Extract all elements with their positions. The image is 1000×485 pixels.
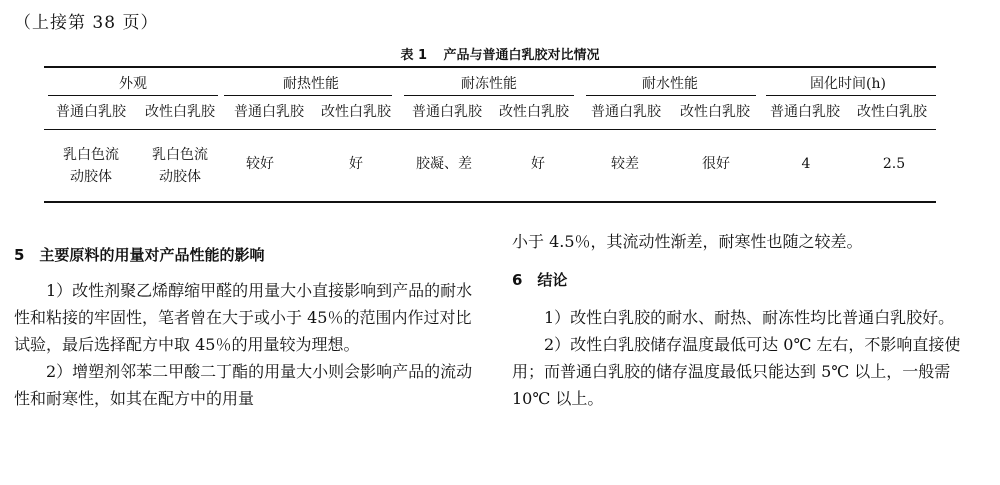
subheader-cell: 改性白乳胶 [499, 104, 569, 120]
table-top-rule [44, 66, 936, 68]
subheader-cell: 普通白乳胶 [412, 104, 482, 120]
group-underline [586, 95, 756, 96]
data-cell: 2.5 [882, 156, 906, 172]
paragraph: 2）增塑剂邻苯二甲酸二丁酯的用量大小则会影响产品的流动性和耐寒性，如其在配方中的用量 [14, 362, 473, 408]
subheader-cell: 普通白乳胶 [56, 104, 126, 120]
group-underline [224, 95, 392, 96]
group-underline [766, 95, 936, 96]
table-title: 产品与普通白乳胶对比情况 [443, 48, 600, 63]
data-cell: 很好 [702, 156, 730, 172]
data-cell: 乳白色流 动胶体 [63, 147, 119, 185]
paragraph-continued: 小于 4.5％，其流动性渐差，耐寒性也随之较差。 [512, 232, 863, 251]
paragraph: 1）改性剂聚乙烯醇缩甲醛的用量大小直接影响到产品的耐水性和粘接的牢固性，笔者曾在大于或小于 45％的范围内作过对比试验，最后选择配方中取 45％的用量较为理想。 [14, 281, 473, 354]
group-header: 耐热性能 [283, 76, 339, 92]
subheader-cell: 改性白乳胶 [680, 104, 750, 120]
data-cell: 好 [349, 156, 363, 172]
subheader-cell: 改性白乳胶 [321, 104, 391, 120]
subheader-cell: 改性白乳胶 [857, 104, 927, 120]
data-cell: 较差 [611, 156, 639, 172]
left-column [14, 238, 474, 412]
group-header: 耐水性能 [642, 76, 698, 92]
data-cell: 乳白色流 动胶体 [152, 147, 208, 185]
table-label: 表 1 [400, 48, 428, 63]
group-header: 耐冻性能 [461, 76, 517, 92]
paragraph: 1）改性白乳胶的耐水、耐热、耐冻性均比普通白乳胶好。 [544, 308, 955, 327]
subheader-cell: 普通白乳胶 [591, 104, 661, 120]
group-header: 外观 [119, 76, 147, 92]
section-heading: 6 结论 [512, 271, 568, 289]
data-cell: 胶凝、差 [416, 156, 472, 172]
group-underline [48, 95, 218, 96]
subheader-cell: 改性白乳胶 [145, 104, 215, 120]
continued-from-note: （上接第 38 页） [14, 13, 159, 33]
table-bottom-rule [44, 201, 936, 203]
group-underline [404, 95, 574, 96]
data-cell: 较好 [246, 156, 274, 172]
group-header: 固化时间(h) [810, 76, 886, 92]
right-column [512, 228, 962, 412]
paragraph: 2）改性白乳胶储存温度最低可达 0℃ 左右，不影响直接使用；而普通白乳胶的储存温度最低只能达到 5℃ 以上，一般需 10℃ 以上。 [512, 335, 961, 408]
section-heading: 5 主要原料的用量对产品性能的影响 [14, 246, 265, 264]
data-cell: 4 [801, 156, 811, 172]
subheader-cell: 普通白乳胶 [234, 104, 304, 120]
table-header-rule [44, 129, 936, 130]
data-cell: 好 [531, 156, 545, 172]
subheader-cell: 普通白乳胶 [770, 104, 840, 120]
table-caption [0, 44, 1000, 63]
